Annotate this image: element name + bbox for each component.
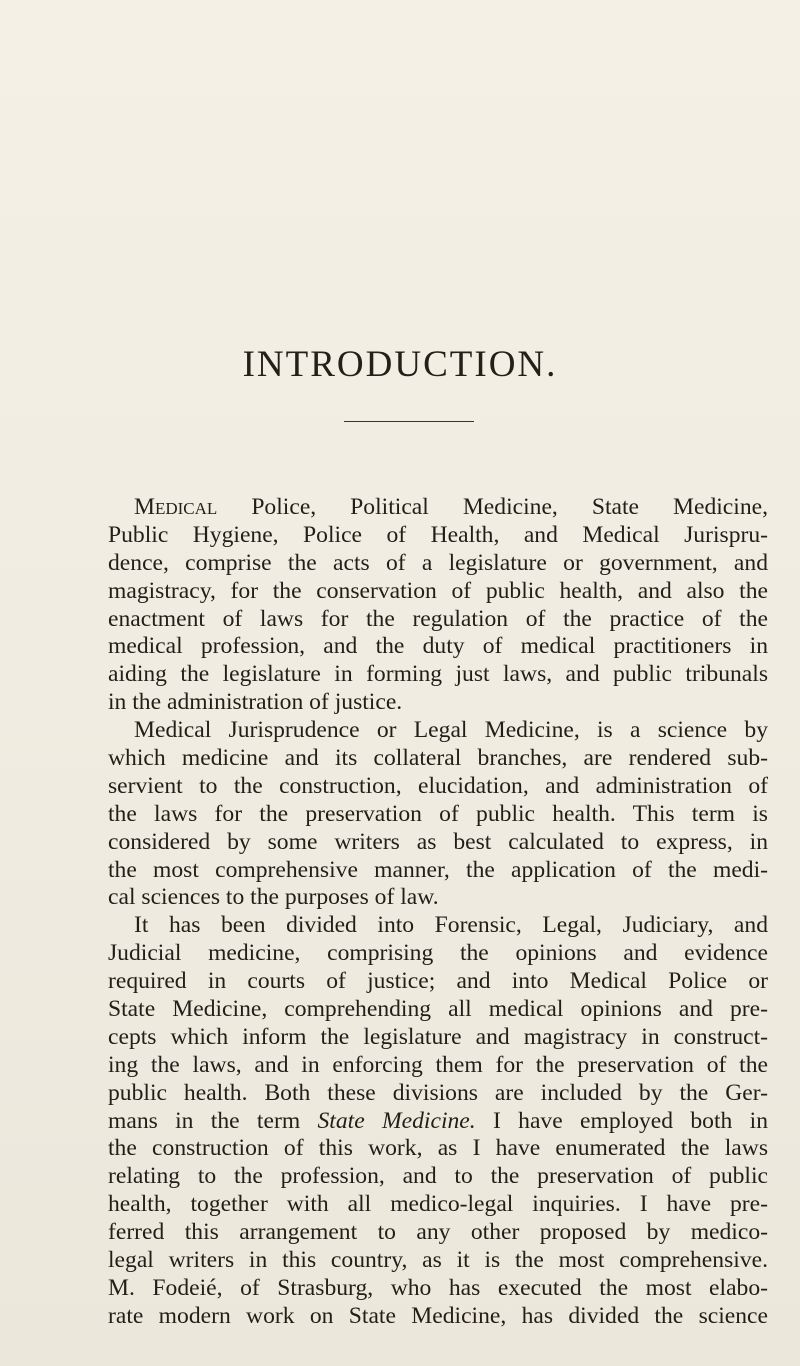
text-line: medical profession, and the duty of medical practitioners in <box>108 633 768 660</box>
text-line: ing the laws, and in enforcing them for the preservation of the <box>108 1051 768 1078</box>
text-line: health, together with all medico-legal inquiries. I have pre- <box>108 1191 768 1218</box>
text-line: cal sciences to the purposes of law. <box>108 884 439 911</box>
text-line: required in courts of justice; and into Medical Police or <box>108 968 768 995</box>
chapter-title: INTRODUCTION. <box>242 344 558 385</box>
body-text <box>108 494 768 1331</box>
text-line: aiding the legislature in forming just laws, and public tribunals <box>108 661 768 688</box>
text-line: in the administration of justice. <box>108 689 403 716</box>
text-line: ferred this arrangement to any other proposed by medico- <box>108 1219 768 1246</box>
text-line: M. Fodeié, of Strasburg, who has executed the most elabo- <box>108 1274 768 1301</box>
text-line: It has been divided into Forensic, Legal, Judiciary, and <box>134 912 768 939</box>
text-line: legal writers in this country, as it is the most comprehensive. <box>108 1247 768 1274</box>
text-line: cepts which inform the legislature and magistracy in construct- <box>108 1023 768 1050</box>
text-line: magistracy, for the conservation of public health, and also the <box>108 577 768 604</box>
text-line: public health. Both these divisions are included by the Ger- <box>108 1079 768 1106</box>
text-line: rate modern work on State Medicine, has divided the science <box>108 1302 768 1329</box>
text-line: Medical Jurisprudence or Legal Medicine, is a science by <box>134 717 768 744</box>
text-line: enactment of laws for the regulation of the practice of the <box>108 605 768 632</box>
text-line: the laws for the preservation of public health. This term is <box>108 800 768 827</box>
text-line: Public Hygiene, Police of Health, and Medical Jurispru- <box>108 521 768 548</box>
text-line: servient to the construction, elucidation, and administration of <box>108 772 768 799</box>
text-line: mans in the term State Medicine. I have employed both in <box>108 1107 768 1134</box>
text-line: Judicial medicine, comprising the opinions and evidence <box>108 940 768 967</box>
text-line: considered by some writers as best calculated to express, in <box>108 828 768 855</box>
text-line: the most comprehensive manner, the application of the medi- <box>108 856 768 883</box>
text-line: Medical Police, Political Medicine, State Medicine, <box>134 494 768 520</box>
text-line: dence, comprise the acts of a legislature or government, and <box>108 549 768 576</box>
text-line: State Medicine, comprehending all medical opinions and pre- <box>108 996 768 1023</box>
text-line: relating to the profession, and to the preservation of public <box>108 1163 768 1190</box>
text-line: the construction of this work, as I have enumerated the laws <box>108 1135 768 1162</box>
text-line: which medicine and its collateral branches, are rendered sub- <box>108 745 768 772</box>
title-rule <box>344 421 474 422</box>
